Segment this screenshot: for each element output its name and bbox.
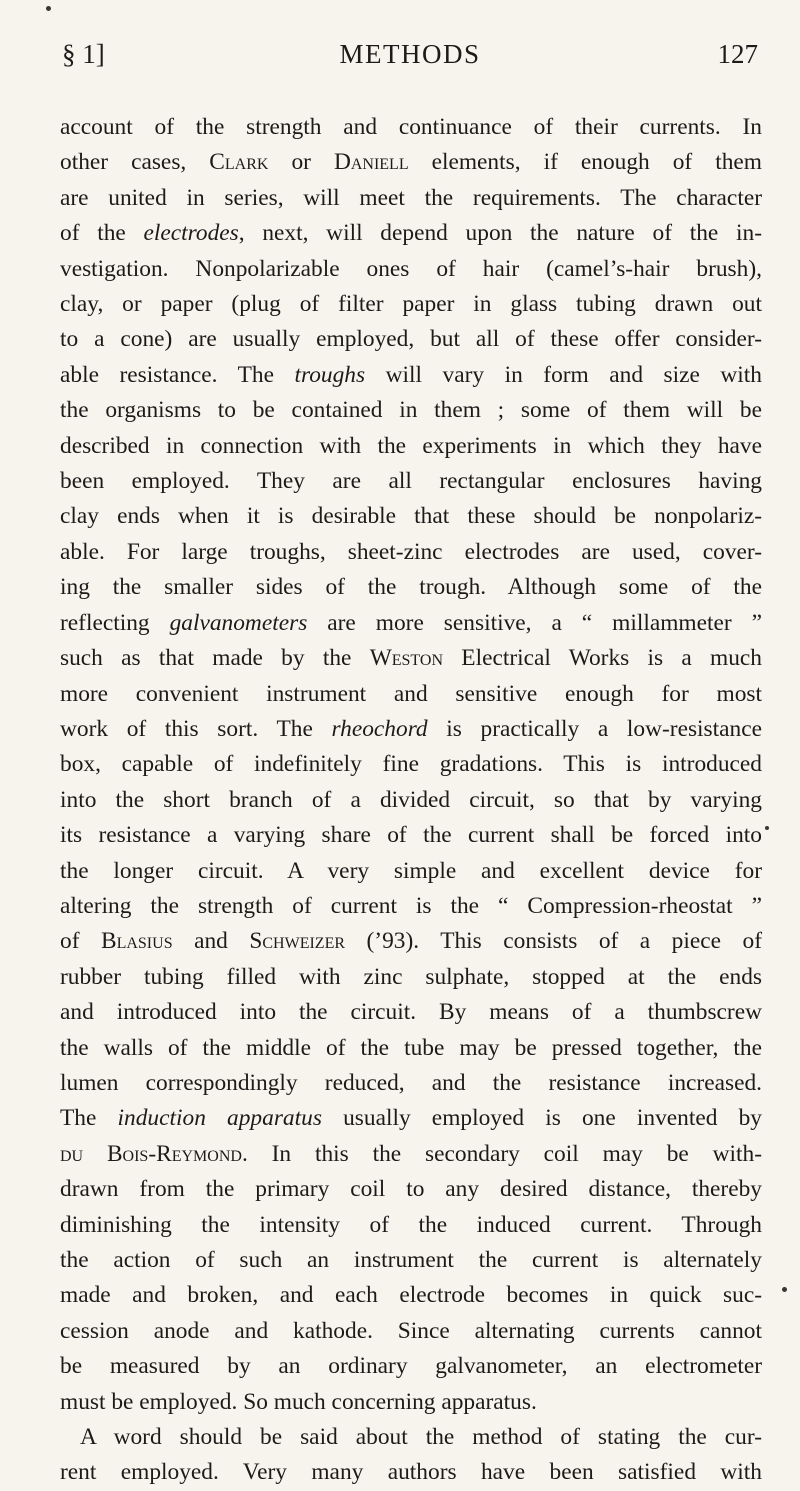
scan-speck [765,826,769,830]
text-run: are more sensitive, a “ millammeter ” [307,609,762,636]
text-run: reflecting [60,609,170,636]
text-line [60,606,762,641]
text-line [60,677,762,712]
body-text [60,110,762,1491]
text-run: other cases, [60,149,210,176]
text-line [60,1385,762,1420]
text-line [60,818,762,853]
text-run: made and broken, and each electrode becomes in quick suc- [60,1282,762,1309]
italic-term: rheochord [331,715,428,742]
text-line [60,641,762,676]
text-run: . In this the secondary coil may be with- [241,1140,762,1167]
text-line [60,1314,762,1349]
text-run: (’93). This consists of a piece of [345,928,762,955]
italic-term: electrodes [143,220,239,247]
text-run: into the short branch of a divided circuit, so that by varying [60,786,762,813]
text-line [60,181,762,216]
running-title: METHODS [339,39,481,69]
section-marker: § 1] [62,39,105,69]
text-line [60,252,762,287]
text-line [60,889,762,924]
text-run: to a cone) are usually employed, but all of these offer consider- [60,326,762,353]
scan-speck [782,1287,787,1292]
text-run: and [172,928,250,955]
text-line [60,535,762,570]
text-run: clay ends when it is desirable that these should be nonpolariz- [60,503,762,530]
text-run: is practically a low-resistance [427,715,762,742]
text-line [60,358,762,393]
text-line [60,1066,762,1101]
text-run: work of this sort. The [60,715,332,742]
text-line [60,712,762,747]
italic-term: induction apparatus [117,1105,322,1132]
text-line [60,216,762,251]
text-run: elements, if enough of them [408,149,762,176]
text-run: will vary in form and size with [365,361,762,388]
author-name: Blasius [100,928,173,955]
text-run: drawn from the primary coil to any desired distance, thereby [60,1176,762,1203]
text-line [60,1455,762,1490]
text-line [60,1420,762,1455]
text-run: are united in series, will meet the requirements. The character [60,184,762,211]
text-line [60,464,762,499]
text-run: rent employed. Very many authors have been satisfied with [60,1459,762,1486]
text-run: its resistance a varying share of the current shall be forced into [60,822,762,849]
text-run: Electrical Works is a much [443,645,762,672]
scan-speck [46,6,51,11]
text-line [60,783,762,818]
text-run: been employed. They are all rectangular enclosures having [60,468,762,495]
text-run: clay, or paper (plug of filter paper in glass tubing drawn out [60,291,762,318]
text-run: lumen correspondingly reduced, and the resistance increased. [60,1069,762,1096]
text-line [60,322,762,357]
text-line [60,1208,762,1243]
text-run: or [268,149,334,176]
text-run: vestigation. Nonpolarizable ones of hair (camel’s-hair brush), [60,255,762,282]
text-run: rubber tubing filled with zinc sulphate, stopped at the ends [60,963,762,990]
text-run: able resistance. The [60,361,295,388]
text-run: able. For large troughs, sheet-zinc electrodes are used, cover- [60,538,762,565]
text-run: the action of such an instrument the current is alternately [60,1247,762,1273]
text-run: account of the strength and continuance of their currents. In [60,114,762,140]
author-name: Clark [209,149,269,176]
text-run: of the [60,220,144,247]
text-run: more convenient instrument and sensitive enough for most [60,680,762,707]
text-run: such as that made by the [60,645,370,672]
text-line [60,145,762,180]
text-run: altering the strength of current is the “ Compression-rheostat ” [60,892,762,919]
text-line [60,429,762,464]
text-line [60,924,762,959]
author-name: du Bois-Reymond [60,1140,242,1167]
text-line [60,287,762,322]
text-run: must be employed. So much concerning apparatus. [60,1388,537,1415]
text-line [60,1243,762,1278]
running-header [60,34,760,74]
text-line [60,854,762,889]
text-line [60,110,762,145]
text-line [60,499,762,534]
text-run: be measured by an ordinary galvanometer, an electrometer [60,1353,762,1380]
text-line [60,1349,762,1384]
text-run: and introduced into the circuit. By means of a thumbscrew [60,999,762,1026]
text-run: the longer circuit. A very simple and excellent device for [60,857,762,884]
text-run: of [60,928,101,955]
text-run: A word should be said about the method of stating the cur- [80,1424,762,1451]
text-line [60,1278,762,1313]
italic-term: troughs [294,361,366,388]
text-run: described in connection with the experiments in which they have [60,432,762,459]
text-run: the organisms to be contained in them ; some of them will be [60,397,762,424]
text-line [60,393,762,428]
text-line [60,960,762,995]
text-run: box, capable of indefinitely fine gradations. This is introduced [60,751,762,778]
text-run: the walls of the middle of the tube may be pressed together, the [60,1034,762,1061]
text-line [60,995,762,1030]
text-run: The [60,1105,118,1132]
author-name: Schweizer [249,928,346,955]
page-number: 127 [717,39,758,69]
author-name: Weston [369,645,444,672]
text-run: diminishing the intensity of the induced current. Through [60,1211,762,1238]
text-run: ing the smaller sides of the trough. Although some of the [60,574,762,601]
text-line [60,1101,762,1136]
text-run: cession anode and kathode. Since alternating currents cannot [60,1317,762,1344]
text-run: usually employed is one invented by [321,1105,762,1132]
italic-term: galvanometers [169,609,308,636]
text-line [60,1172,762,1207]
text-line [60,570,762,605]
author-name: Daniell [333,149,409,176]
text-line [60,747,762,782]
text-line [60,1137,762,1172]
text-line [60,1031,762,1066]
text-run: , next, will depend upon the nature of the in- [238,220,763,247]
